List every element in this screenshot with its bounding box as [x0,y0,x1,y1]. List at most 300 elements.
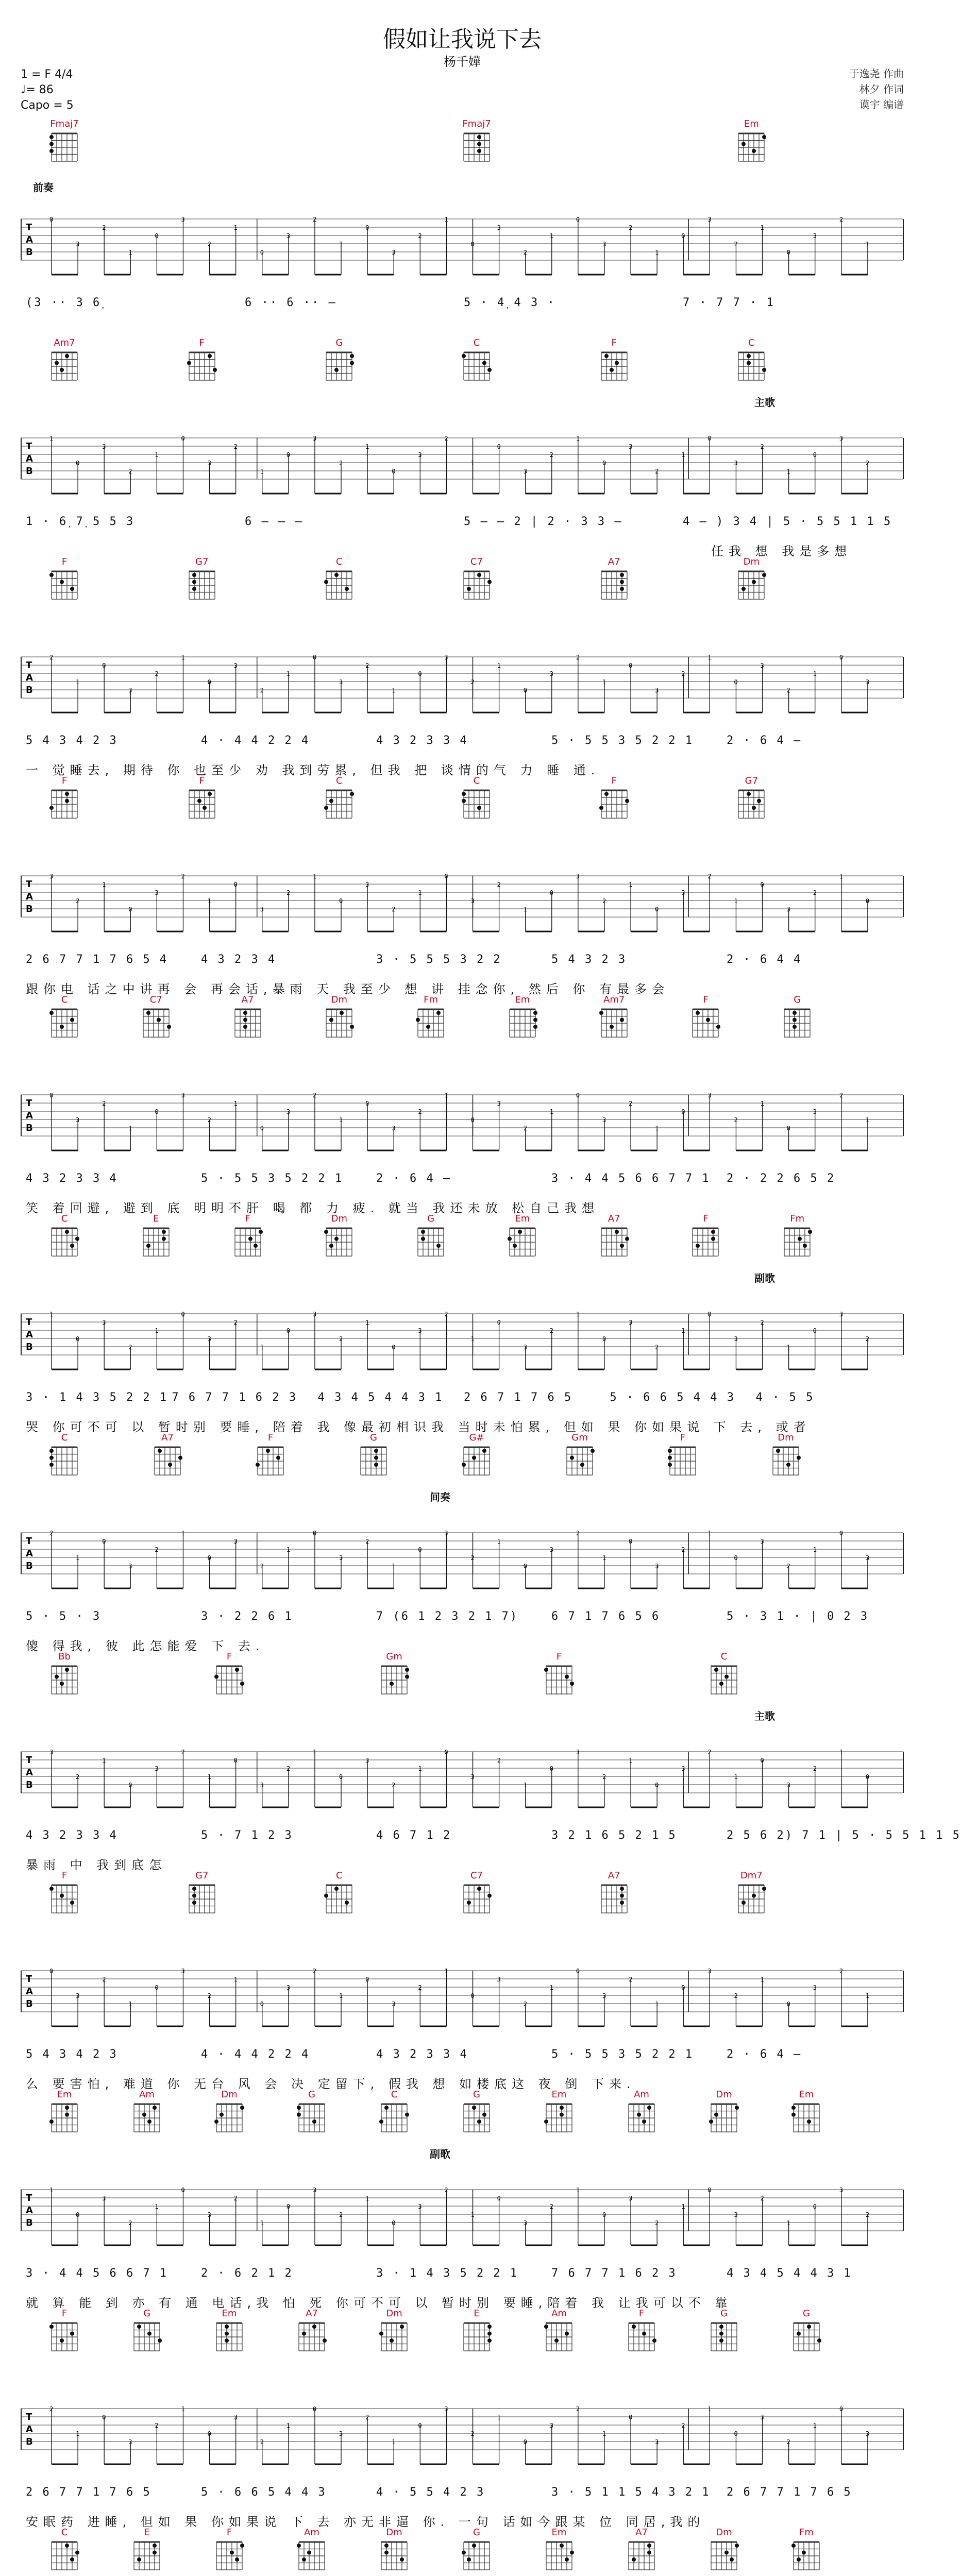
chord-diagram [728,337,774,382]
svg-text:1: 1 [207,1773,211,1781]
lyric-text: 就 算 能 到 亦 有 通 电话,我 怕 死 你可不可 以 暂时别 要睡,陪着 我 让我可以不 靠 [26,2296,733,2310]
chord-diagram [41,2308,88,2353]
svg-text:3: 3 [76,1116,80,1124]
chord-grid-icon [50,131,79,163]
svg-text:2: 2 [576,654,580,661]
chord-name: F [556,1651,562,1662]
chord-name: Dm [386,2527,402,2538]
chord-name: C7 [470,1870,483,1881]
svg-text:0: 0 [312,2405,317,2413]
svg-text:A: A [26,1548,33,1559]
svg-text:1: 1 [865,241,870,248]
chord-name: Dm [221,2089,238,2100]
tab-staff [21,1721,904,1819]
chord-diagram [206,2527,252,2572]
chord-diagram [728,775,774,820]
svg-text:0: 0 [523,1563,527,1570]
svg-text:T: T [26,1536,32,1547]
svg-text:2: 2 [523,1125,527,1132]
chord-name: Fm [799,2527,814,2538]
numbered-notation [21,1829,961,1850]
chord-row [31,1213,907,1275]
chord-grid-icon [600,788,629,820]
svg-text:3: 3 [629,1319,633,1326]
chord-grid-icon [462,2321,491,2353]
chord-name: Am [139,2089,155,2100]
measure-notes: 5 · 6 6 5 4 4 3 [201,2486,327,2499]
svg-text:T: T [26,879,32,890]
svg-text:0: 0 [392,2219,396,2227]
chord-grid-icon [132,2321,161,2353]
svg-text:T: T [26,660,32,671]
svg-text:1: 1 [128,2001,132,2008]
chord-grid-icon [215,2102,244,2134]
section-tag: 间奏 [428,1489,452,1504]
chord-name: C [391,2089,398,2100]
svg-text:0: 0 [49,1968,54,1975]
svg-text:0: 0 [734,1554,738,1562]
svg-text:3: 3 [786,1782,790,1789]
svg-text:0: 0 [523,687,527,694]
svg-text:1: 1 [734,897,738,905]
numbered-notation [21,2486,907,2506]
chord-grid-icon [325,1226,353,1258]
svg-text:T: T [26,222,32,233]
svg-text:2: 2 [655,468,659,475]
chord-grid-icon [50,350,79,382]
svg-text:0: 0 [576,1968,580,1975]
measure-notes: 3 · 4 4 5 6 6 7 1 [26,2267,168,2280]
svg-text:3: 3 [523,2219,527,2227]
chord-grid-icon [600,1226,629,1258]
svg-text:3: 3 [865,2430,870,2437]
svg-text:1: 1 [707,2405,712,2413]
chord-diagram [316,1213,362,1258]
svg-text:3: 3 [734,460,738,467]
chord-diagram [371,2527,417,2572]
measure-notes: 2 · 2 2 6 5 2 [727,1172,836,1185]
svg-text:3: 3 [207,460,211,467]
svg-text:3: 3 [312,1311,317,1318]
lyric-text: 一 觉睡去, 期待 你 也至少 劝 我到劳累, 但我 把 谈情的气 力 睡 通. [26,763,600,777]
svg-text:0: 0 [286,451,291,459]
chord-diagram [728,1870,774,1915]
svg-text:0: 0 [470,1992,475,1999]
svg-text:3: 3 [549,2422,554,2429]
measure-notes: 4 3 2 3 3 4 [376,734,468,747]
chord-diagram [701,1651,747,1696]
chord-diagram [499,1213,546,1258]
tab-staff [21,1940,904,2038]
measure-notes: 4 3 2 3 3 4 [26,1829,118,1842]
chord-diagram [728,118,774,163]
svg-text:0: 0 [681,1984,685,1991]
chord-diagram [316,337,362,382]
svg-text:2: 2 [497,1757,501,1764]
svg-text:0: 0 [128,906,132,913]
chord-grid-icon [50,569,79,601]
svg-text:A: A [26,1110,33,1121]
svg-text:1: 1 [629,881,633,888]
chord-name: Dm [331,1213,348,1224]
section-tag: 副歌 [428,2146,452,2161]
chord-grid-icon [627,2102,656,2134]
tab-staff [21,845,904,943]
svg-text:1: 1 [786,1344,790,1351]
chord-grid-icon [50,1664,79,1696]
svg-text:A: A [26,1329,33,1340]
chord-grid-icon [325,1007,353,1039]
svg-text:0: 0 [76,1335,80,1343]
chord-diagram [124,2527,170,2572]
chord-grid-icon [233,1226,262,1258]
svg-text:2: 2 [155,2422,159,2429]
svg-text:B: B [26,2436,33,2447]
svg-text:2: 2 [418,232,422,240]
svg-text:1: 1 [576,435,580,442]
svg-text:0: 0 [233,1757,238,1764]
svg-text:2: 2 [155,1546,159,1553]
svg-text:3: 3 [102,1319,106,1326]
svg-text:1: 1 [339,1116,343,1124]
svg-text:3: 3 [76,1992,80,1999]
chord-name: F [267,1432,274,1443]
svg-text:2: 2 [839,1968,844,1975]
chord-name: G [720,2308,728,2319]
svg-text:2: 2 [786,1563,790,1570]
chord-grid-icon [325,1883,353,1915]
svg-text:2: 2 [207,1116,211,1124]
chord-grid-icon [380,2540,409,2572]
chord-grid-icon [380,2321,409,2353]
chord-name: C [473,775,480,786]
svg-text:3: 3 [655,2438,659,2446]
svg-text:0: 0 [602,460,606,467]
chord-grid-icon [668,1445,697,1477]
svg-text:2: 2 [602,897,606,905]
svg-text:2: 2 [181,873,185,880]
chord-grid-icon [792,2102,821,2134]
chord-diagram [133,994,179,1039]
svg-text:2: 2 [260,1563,264,1570]
svg-text:3: 3 [655,687,659,694]
measure-notes: 5 · 6 6 5 4 4 3 [610,1391,736,1404]
chord-diagram [453,2527,500,2572]
chord-diagram [124,2089,170,2134]
chord-grid-icon [50,2102,79,2134]
chord-diagram [316,775,362,820]
svg-text:3: 3 [181,1968,185,1975]
chord-diagram [591,1870,637,1915]
chord-grid-icon [142,1226,171,1258]
lyric-text: 哭 你可不可 以 暂时别 要睡, 陪着 我 像最初相识我 当时未怕累, 但如 果 你如果说 下 去, 或者 [26,1420,811,1434]
svg-text:0: 0 [155,1108,159,1115]
svg-text:3: 3 [312,2187,317,2194]
chord-grid-icon [600,1883,629,1915]
chord-name: Fm [424,994,439,1005]
svg-text:A: A [26,1986,33,1997]
svg-text:3: 3 [813,1108,817,1115]
chord-diagram [41,1870,88,1915]
chord-name: E [153,1213,159,1224]
svg-text:1: 1 [233,1976,238,1983]
svg-text:3: 3 [523,468,527,475]
svg-text:1: 1 [681,1327,685,1334]
numbered-notation [21,734,907,755]
chord-name: Gm [386,1651,402,1662]
svg-text:0: 0 [102,662,106,669]
svg-text:1: 1 [576,2187,580,2194]
svg-text:2: 2 [629,224,633,231]
svg-text:3: 3 [549,670,554,677]
svg-text:0: 0 [786,2001,790,2008]
chord-diagram [179,775,225,820]
svg-text:1: 1 [76,679,80,686]
measure-notes: 5 · 5 5 3 5 2 2 1 [551,2048,694,2061]
svg-text:1: 1 [181,654,185,661]
svg-text:0: 0 [470,1116,475,1124]
svg-text:3: 3 [260,906,264,913]
numbered-notation [21,296,907,317]
svg-text:3: 3 [102,443,106,450]
svg-text:1: 1 [128,1125,132,1132]
svg-text:0: 0 [418,670,422,677]
svg-text:1: 1 [418,889,422,896]
svg-text:0: 0 [102,1538,106,1545]
svg-text:0: 0 [260,2001,264,2008]
chord-diagram [206,2308,252,2353]
chord-diagram [774,994,820,1039]
svg-text:3: 3 [207,1335,211,1343]
chord-name: Em [515,1213,530,1224]
svg-text:3: 3 [392,1125,396,1132]
svg-text:3: 3 [181,216,185,223]
svg-text:2: 2 [523,2001,527,2008]
chord-name: Bb [58,1651,71,1662]
score-system [0,2089,924,2316]
chord-diagram [453,1432,500,1477]
song-meta [21,67,74,113]
score-system [0,337,924,564]
chord-name: F [199,337,205,348]
svg-text:A: A [26,453,33,464]
measure-notes: 4 3 4 5 4 4 3 1 [317,1391,444,1404]
svg-text:3: 3 [470,1773,475,1781]
measure-notes: 2 5 6 2) 7 1 | 5 · 5 5 1 1 5 [727,1829,961,1842]
svg-text:2: 2 [365,2414,369,2421]
svg-text:3: 3 [339,2430,343,2437]
svg-text:0: 0 [207,1554,211,1562]
svg-text:1: 1 [286,670,291,677]
measure-notes: 5 · 7 1 2 3 [201,1829,293,1842]
svg-text:2: 2 [576,1530,580,1537]
chord-diagram [41,994,88,1039]
svg-text:0: 0 [655,1782,659,1789]
chord-diagram [206,1651,252,1696]
svg-text:3: 3 [260,1782,264,1789]
svg-text:3: 3 [707,1092,712,1099]
chord-grid-icon [462,569,491,601]
svg-text:0: 0 [339,897,343,905]
chord-name: F [703,1213,709,1224]
numbered-notation [21,1610,907,1631]
svg-text:0: 0 [233,881,238,888]
svg-text:0: 0 [549,1765,554,1772]
svg-text:1: 1 [339,1992,343,1999]
svg-text:0: 0 [260,249,264,256]
chord-grid-icon [132,2102,161,2134]
measure-notes: 4 3 2 3 4 [201,953,277,966]
svg-text:1: 1 [365,443,369,450]
chord-name: E [144,2527,150,2538]
svg-text:3: 3 [155,889,159,896]
svg-text:B: B [26,466,33,477]
svg-text:0: 0 [813,451,817,459]
chord-name: G [335,337,343,348]
chord-diagram [316,1870,362,1915]
chord-name: F [611,775,617,786]
svg-text:2: 2 [312,216,317,223]
svg-text:3: 3 [681,1765,685,1772]
chord-name: C [61,2527,68,2538]
svg-text:1: 1 [602,2430,606,2437]
chord-diagram [41,2089,88,2134]
svg-text:3: 3 [734,1335,738,1343]
svg-text:2: 2 [549,451,554,459]
chord-diagram [660,1432,706,1477]
svg-text:2: 2 [839,1092,844,1099]
svg-text:3: 3 [233,2414,238,2421]
chord-name: Dm [716,2089,732,2100]
svg-text:2: 2 [339,460,343,467]
svg-text:1: 1 [786,468,790,475]
chord-grid-icon [462,1445,491,1477]
chord-diagram [536,1651,582,1696]
chord-name: Fmaj7 [50,118,79,129]
svg-text:1: 1 [549,232,554,240]
svg-text:1: 1 [813,2422,817,2429]
measure-notes: 1 · 6̣ 7̣ 5 5 3 [26,515,135,528]
chord-name: G [370,1432,377,1443]
svg-text:2: 2 [128,2219,132,2227]
measure-notes: 5 · 5 5 3 5 2 2 1 [201,1172,344,1185]
svg-text:2: 2 [365,1538,369,1545]
lyric-text: 安眠药 进睡, 但如 果 你如果说 下 去 亦无非逼 你. 一句 话如今跟某 位 同居,我的 [26,2515,705,2529]
svg-text:A: A [26,672,33,683]
svg-text:2: 2 [339,1335,343,1343]
svg-text:0: 0 [286,1327,291,1334]
chord-name: C [473,337,480,348]
chord-grid-icon [380,2102,409,2134]
svg-text:1: 1 [312,873,317,880]
svg-text:2: 2 [128,1344,132,1351]
svg-text:3: 3 [602,241,606,248]
measure-notes: 2 6 7 7 1 7 6 5 4 [26,953,168,966]
svg-text:0: 0 [76,2211,80,2218]
svg-text:0: 0 [312,1530,317,1537]
chord-name: F [61,556,68,567]
svg-text:1: 1 [76,2430,80,2437]
svg-text:2: 2 [260,687,264,694]
svg-text:3: 3 [155,1765,159,1772]
chord-grid-icon [600,1007,629,1039]
svg-text:3: 3 [839,435,844,442]
svg-text:0: 0 [839,654,844,661]
svg-text:1: 1 [260,1344,264,1351]
svg-text:0: 0 [76,460,80,467]
svg-text:3: 3 [839,1311,844,1318]
svg-text:3: 3 [865,679,870,686]
chord-grid-icon [50,788,79,820]
svg-text:3: 3 [813,1984,817,1991]
svg-text:2: 2 [839,216,844,223]
svg-text:0: 0 [392,1344,396,1351]
measure-notes: 4 · 5 5 4 2 3 [376,2486,485,2499]
chord-diagram [41,1432,88,1477]
chord-grid-icon [50,2321,79,2353]
svg-text:2: 2 [760,443,764,450]
chord-grid-icon [462,788,491,820]
chord-diagram [783,2308,830,2353]
svg-text:0: 0 [497,2195,501,2202]
svg-text:2: 2 [312,1092,317,1099]
chord-name: A7 [161,1432,174,1443]
svg-text:2: 2 [523,249,527,256]
svg-text:A: A [26,891,33,902]
chord-grid-icon [710,2102,738,2134]
chord-grid-icon [380,1664,409,1696]
chord-name: C [61,1432,68,1443]
svg-text:0: 0 [813,1327,817,1334]
chord-diagram [408,994,454,1039]
svg-text:0: 0 [181,435,185,442]
chord-row [31,775,907,837]
measure-notes: 2 6 7 7 1 7 6 5 [727,2486,852,2499]
svg-text:1: 1 [102,881,106,888]
svg-text:B: B [26,904,33,914]
chord-diagram [701,2308,747,2353]
svg-text:1: 1 [181,2405,185,2413]
chord-grid-icon [325,569,353,601]
svg-text:2: 2 [102,1976,106,1983]
chord-diagram [41,1651,88,1696]
svg-text:1: 1 [549,1108,554,1115]
chord-row [31,1432,907,1494]
chord-grid-icon [462,350,491,382]
measure-notes: 3 · 5 1 1 5 4 3 2 1 [551,2486,711,2499]
chord-grid-icon [215,1664,244,1696]
svg-text:1: 1 [707,654,712,661]
svg-text:3: 3 [392,2001,396,2008]
numbered-notation [21,2267,907,2287]
svg-text:1: 1 [576,1311,580,1318]
section-tag: 副歌 [752,1270,777,1285]
key-signature: 1 = F 4/4 [21,68,73,81]
svg-text:2: 2 [470,1554,475,1562]
svg-text:3: 3 [497,1100,501,1107]
chord-diagram [453,337,500,382]
lyric-text: 傻 得我, 彼 此怎能爱 下 去. [26,1639,265,1653]
chord-row [31,994,907,1056]
svg-text:2: 2 [418,1108,422,1115]
chord-grid-icon [325,788,353,820]
svg-text:0: 0 [207,2430,211,2437]
svg-text:3: 3 [865,1554,870,1562]
svg-text:0: 0 [339,1773,343,1781]
chord-diagram [618,2527,665,2572]
chord-name: G [427,1213,435,1224]
section-tag: 前奏 [31,179,56,194]
